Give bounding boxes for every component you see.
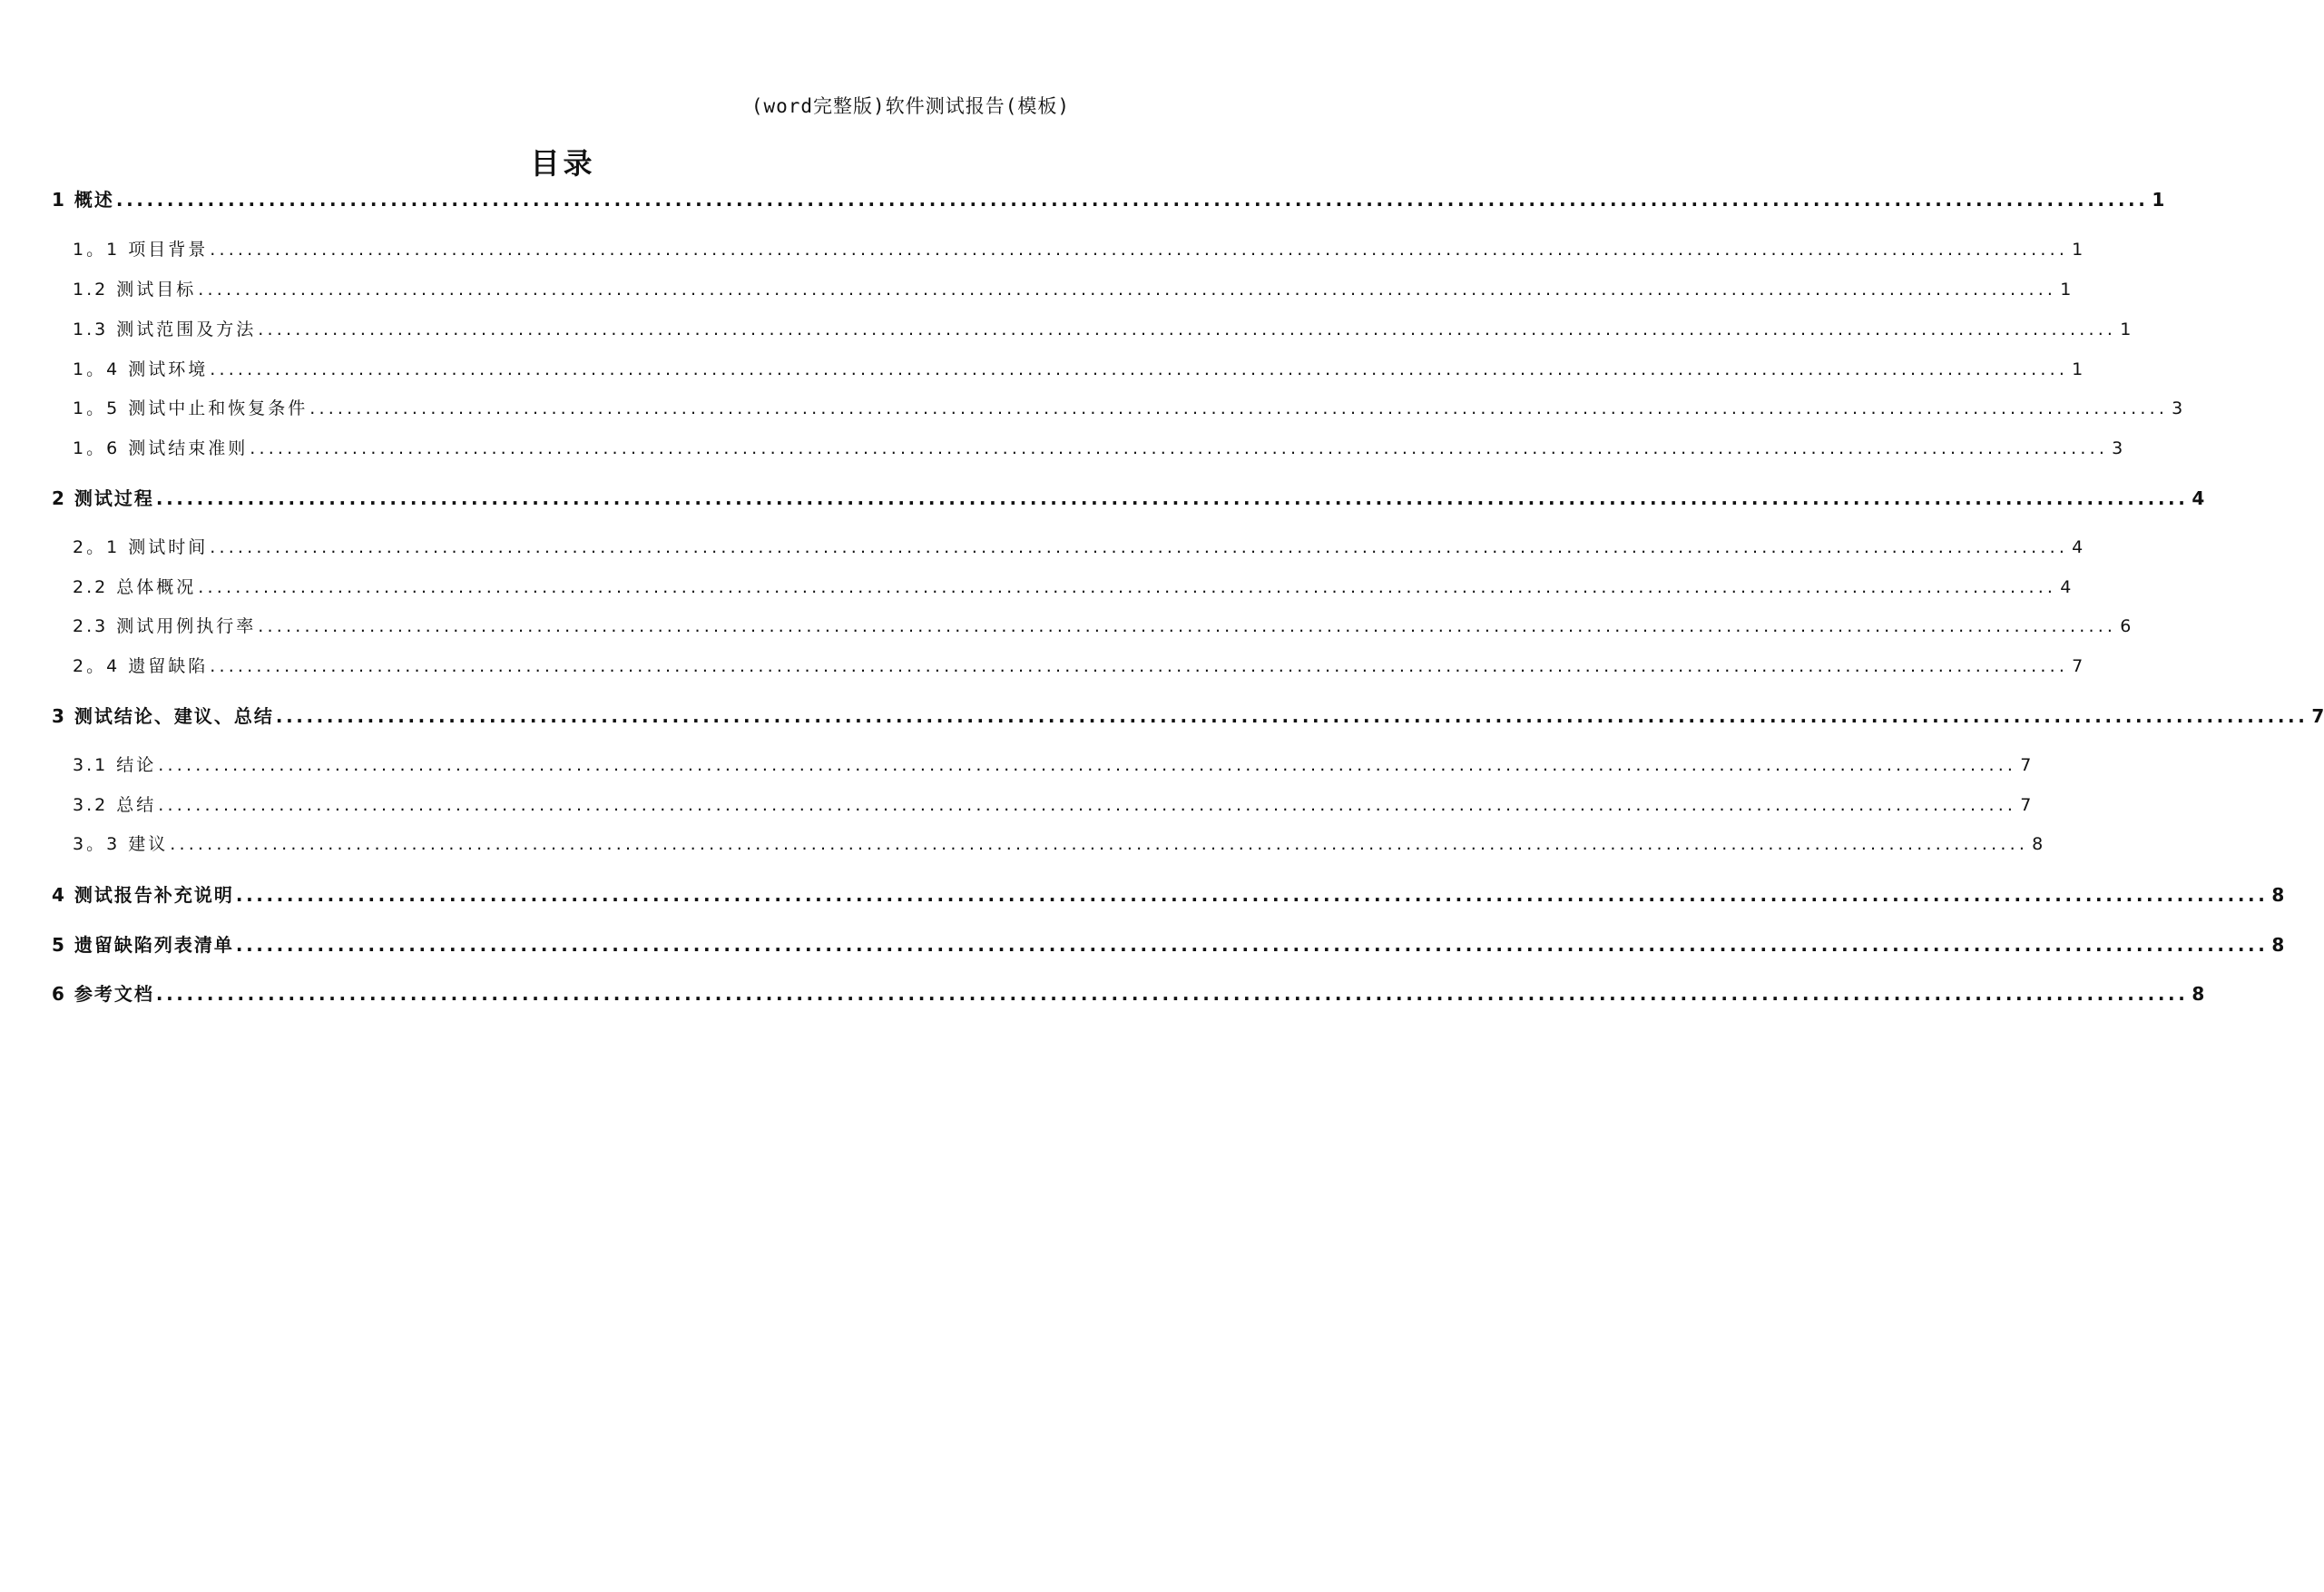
running-header: (word完整版)软件测试报告(模板): [750, 95, 1070, 117]
toc-entry-page: 4: [2192, 487, 2205, 509]
toc-entry-2-1[interactable]: [73, 534, 2084, 565]
toc-entry-page: 6: [2120, 616, 2132, 636]
toc-entry-2-2[interactable]: [73, 574, 2072, 604]
toc-entry-label: 5 遗留缺陷列表清单: [52, 934, 234, 956]
toc-entry-page: 7: [2311, 705, 2324, 727]
dot-leader: ........................................................................................................................................................................................................: [158, 795, 2017, 815]
toc-entry-page: 4: [2060, 577, 2072, 597]
toc-entry-page: 3: [2172, 398, 2183, 418]
dot-leader: ........................................................................................................................................................................................................: [258, 319, 2117, 339]
dot-leader: ........................................................................................................................................................................................................: [275, 705, 2309, 727]
toc-entry-page: 7: [2072, 656, 2084, 676]
toc-entry-page: 8: [2271, 884, 2285, 906]
toc-entry-label: 4 测试报告补充说明: [52, 884, 234, 906]
toc-entry-1-4[interactable]: [73, 356, 2084, 387]
dot-leader: ........................................................................................................................................................................................................: [170, 834, 2029, 854]
toc-entry-2[interactable]: [52, 484, 2205, 515]
toc-entry-label: 1 概述: [52, 189, 114, 211]
toc-entry-3-2[interactable]: [73, 791, 2032, 822]
dot-leader: ........................................................................................................................................................................................................: [158, 755, 2017, 775]
toc-entry-1-1[interactable]: [73, 236, 2084, 267]
toc-entry-label: 6 参考文档: [52, 983, 154, 1005]
toc-entry-label: 1。4 测试环境: [73, 359, 209, 379]
toc-entry-3[interactable]: [52, 702, 2324, 732]
dot-leader: ........................................................................................................................................................................................................: [250, 438, 2109, 458]
toc-title: 目录: [530, 146, 596, 181]
toc-entry-label: 2.2 总体概况: [73, 577, 197, 597]
dot-leader: ........................................................................................................................................................................................................: [115, 189, 2149, 211]
toc-entry-6[interactable]: [52, 979, 2205, 1010]
toc-entry-2-3[interactable]: [73, 613, 2132, 644]
toc-entry-page: 3: [2112, 438, 2123, 458]
dot-leader: ........................................................................................................................................................................................................: [210, 240, 2069, 260]
toc-entry-1-2[interactable]: [73, 276, 2072, 307]
dot-leader: ........................................................................................................................................................................................................: [155, 487, 2189, 509]
toc-entry-page: 8: [2032, 834, 2044, 854]
dot-leader: ........................................................................................................................................................................................................: [309, 398, 2169, 418]
toc-entry-label: 3。3 建议: [73, 834, 169, 854]
toc-entry-4[interactable]: [52, 880, 2285, 911]
toc-entry-label: 1。5 测试中止和恢复条件: [73, 398, 309, 418]
toc-entry-1[interactable]: [52, 185, 2165, 216]
toc-entry-label: 2 测试过程: [52, 487, 154, 509]
toc-entry-label: 3 测试结论、建议、总结: [52, 705, 274, 727]
toc-entry-page: 1: [2072, 359, 2084, 379]
toc-entry-3-1[interactable]: [73, 752, 2032, 782]
toc-entry-label: 1.2 测试目标: [73, 280, 197, 300]
toc-entry-1-6[interactable]: [73, 435, 2123, 466]
toc-entry-page: 1: [2060, 280, 2072, 300]
dot-leader: ........................................................................................................................................................................................................: [198, 280, 2057, 300]
toc-entry-2-4[interactable]: [73, 653, 2084, 683]
toc-entry-label: 3.2 总结: [73, 795, 157, 815]
toc-entry-page: 8: [2271, 934, 2285, 956]
toc-entry-page: 1: [2072, 240, 2084, 260]
toc-entry-5[interactable]: [52, 930, 2285, 961]
toc-entry-label: 1。6 测试结束准则: [73, 438, 249, 458]
toc-entry-label: 2.3 测试用例执行率: [73, 616, 257, 636]
dot-leader: ........................................................................................................................................................................................................: [155, 983, 2189, 1005]
dot-leader: ........................................................................................................................................................................................................: [235, 884, 2269, 906]
toc-entry-1-3[interactable]: [73, 316, 2132, 347]
toc-entry-page: 4: [2072, 537, 2084, 557]
toc-entry-label: 2。4 遗留缺陷: [73, 656, 209, 676]
dot-leader: ........................................................................................................................................................................................................: [210, 537, 2069, 557]
dot-leader: ........................................................................................................................................................................................................: [258, 616, 2117, 636]
toc-entry-page: 7: [2020, 755, 2032, 775]
toc-entry-label: 2。1 测试时间: [73, 537, 209, 557]
toc-entry-label: 1.3 测试范围及方法: [73, 319, 257, 339]
dot-leader: ........................................................................................................................................................................................................: [198, 577, 2057, 597]
toc-entry-page: 1: [2152, 189, 2165, 211]
toc-entry-label: 1。1 项目背景: [73, 240, 209, 260]
dot-leader: ........................................................................................................................................................................................................: [210, 656, 2069, 676]
toc-entry-label: 3.1 结论: [73, 755, 157, 775]
toc-entry-page: 8: [2192, 983, 2205, 1005]
toc-entry-1-5[interactable]: [73, 395, 2183, 426]
toc-entry-page: 1: [2120, 319, 2132, 339]
toc-entry-page: 7: [2020, 795, 2032, 815]
dot-leader: ........................................................................................................................................................................................................: [235, 934, 2269, 956]
dot-leader: ........................................................................................................................................................................................................: [210, 359, 2069, 379]
toc-entry-3-3[interactable]: [73, 830, 2044, 861]
